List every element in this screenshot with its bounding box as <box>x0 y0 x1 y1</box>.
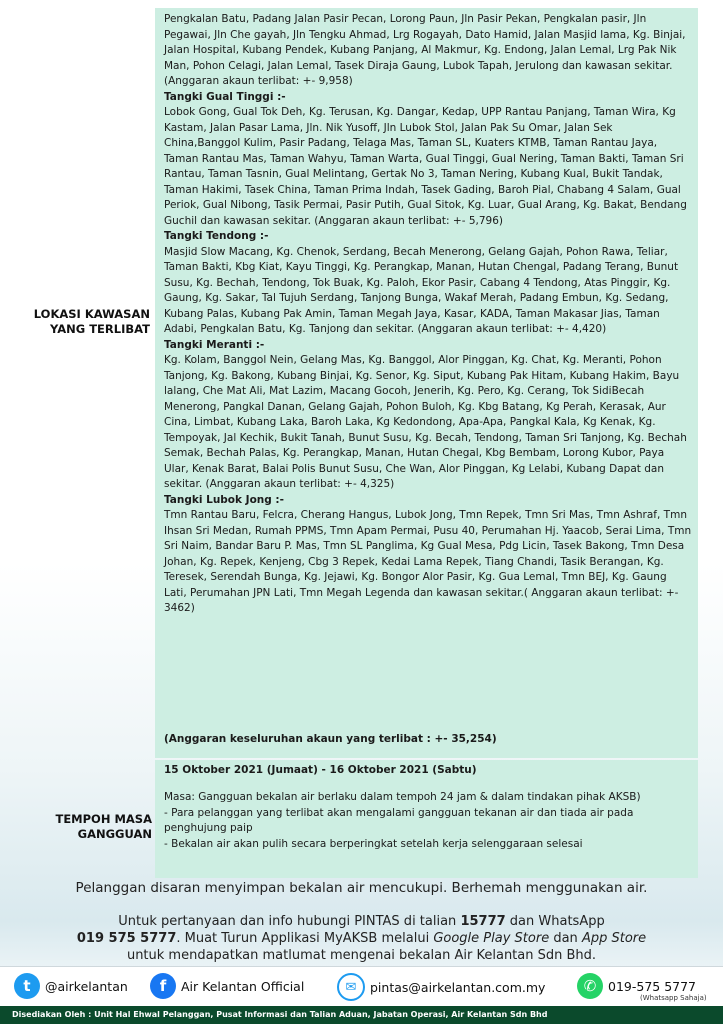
facebook-icon: f <box>150 973 176 999</box>
period-section-label <box>8 812 152 842</box>
phone-number: 019-575 5777 <box>608 978 697 994</box>
whatsapp-only-note: (Whatsapp Sahaja) <box>640 994 707 1002</box>
email-link[interactable] <box>337 973 545 1001</box>
contact-info <box>0 913 723 964</box>
area-label-line2: YANG TERLIBAT <box>50 322 150 336</box>
twitter-link[interactable] <box>14 973 128 999</box>
period-label-line1: TEMPOH MASA <box>55 812 152 826</box>
whatsapp-number: 019 575 5777 <box>76 931 177 946</box>
app-store-link[interactable]: App Store <box>581 931 647 946</box>
facebook-link[interactable] <box>150 973 304 999</box>
hotline-number: 15777 <box>460 914 506 929</box>
intro-areas-text: Pengkalan Batu, Padang Jalan Pasir Pecan, Lorong Paun, Jln Pasir Pekan, Pengkalan pasir, Jln Pegawai, Jln Che gayah, Jln Tengku Ahmad, Lrg Rogayah, Dato Hamid, Jalan Masjid lama, Kg. Binjai, Jalan Hospital, Kubang Pendek, Kubang Panjang, Al Makmur, Kg. Endong, Jalan Lemal, Lrg Pak Nik Man, Pohon Celagi, Jalan Lemal, Tasek Diraja Gaung, Lubok Tapah, Jerulong dan kawasan sekitar. <box>164 13 686 72</box>
twitter-icon: t <box>14 973 40 999</box>
tank-title-lubok-jong: Tangki Lubok Jong :- <box>164 493 284 506</box>
contact-part2: dan WhatsApp <box>505 914 605 929</box>
mail-icon: ✉ <box>337 973 365 1001</box>
period-line-1: Masa: Gangguan bekalan air berlaku dalam tempoh 24 jam & dalam tindakan pihak AKSB) <box>164 791 641 803</box>
period-label-line2: GANGGUAN <box>77 827 152 841</box>
tank-areas-lubok-jong: Tmn Rantau Baru, Felcra, Cherang Hangus, Lubok Jong, Tmn Repek, Tmn Sri Mas, Tmn Ashraf, Tmn Ihsan Sri Medan, Rumah PPMS, Tmn Apam Permai, Pusu 40, Perumahan Hj. Yaacob, Serai Lima, Tmn Sri Naim, Bandar Baru P. Mas, Tmn SL Panglima, Kg Gual Mesa, Pdg Licin, Tasek Bakong, Tmn Desa Johan, Kg. Repek, Kenjeng, Cbg 3 Repek, Kedai Lama Repek, Tiang Chandi, Tasik Berangan, Kg. Teresek, Serendah Bunga, Kg. Jejawi, Kg. Bongor Alor Pasir, Kg. Gua Lemal, Tmn BEJ, Kg. Gaung Lati, Perumahan JPN Lati, Tmn Megah Legenda dan kawasan sekitar.( Anggaran akaun terlibat: +- 3462) <box>164 509 692 614</box>
email-address: pintas@airkelantan.com.my <box>370 979 546 995</box>
contact-part4: dan <box>549 931 582 946</box>
disruption-period-panel <box>155 760 698 878</box>
intro-account-count: (Anggaran akaun terlibat: +- 9,958) <box>164 75 353 87</box>
area-label-line1: LOKASI KAWASAN <box>33 307 150 321</box>
credit-bar: Disediakan Oleh : Unit Hal Ehwal Pelanggan, Pusat Informasi dan Talian Aduan, Jabatan Operasi, Air Kelantan Sdn Bhd <box>0 1006 723 1024</box>
twitter-handle: @airkelantan <box>45 978 128 994</box>
tank-areas-gual-tinggi: Lobok Gong, Gual Tok Deh, Kg. Terusan, Kg. Dangar, Kedap, UPP Rantau Panjang, Taman Wira, Kg Kastam, Jalan Pasar Lama, Jln. Nik Yusoff, Jln Lubok Stol, Jalan Pak Su Omar, Jalan Sek China,Banggol Kulim, Pasir Padang, Telaga Mas, Taman SL, Kuaters KTMB, Taman Rantau Jaya, Taman Rantau Mas, Taman Wahyu, Taman Warta, Gual Tinggi, Gual Nering, Taman Bakti, Taman Sri Rantau, Taman Tasnin, Gual Melintang, Gertak No 3, Taman Nering, Kubang Kual, Bukit Tandak, Taman Hakimi, Tasek China, Taman Prima Indah, Tasek Gading, Baroh Pial, Chabang 4 Salam, Gual Periok, Gual Nibong, Tasik Permai, Pasir Putih, Gual Sitok, Kg. Luar, Gual Arang, Kg. Bakat, Bendang Guchil dan kawasan sekitar. (Anggaran akaun terlibat: +- 5,796) <box>164 106 687 227</box>
tank-areas-meranti: Kg. Kolam, Banggol Nein, Gelang Mas, Kg. Banggol, Alor Pinggan, Kg. Chat, Kg. Meranti, Pohon Tanjong, Kg. Bakong, Kubang Binjai, Kg. Senor, Kg. Siput, Kubang Pak Hitam, Kubang Hakim, Bayu lalang, Che Mat Ali, Mat Lazim, Macang Gocoh, Jenerih, Kg. Pero, Kg. Cerang, Tok SidiBecah Menerong, Pangkal Danan, Gelang Gajah, Pohon Buloh, Kg. Kbg Batang, Kg Perah, Kerasak, Aur Cina, Limbat, Kubang Laka, Baroh Laka, Kg Kedondong, Apa-Apa, Pangkal Kala, Kg Kenak, Kg. Tempoyak, Jal Kechik, Bukit Tanah, Bunut Susu, Kg. Becah, Tendong, Taman Sri Tanjong, Kg. Bechah Semak, Bechah Palas, Kg. Perangkap, Manan, Hutan Chegal, Kbg Bembam, Lorong Kubor, Paya Ular, Kenak Barat, Balai Polis Bunut Susu, Che Wan, Alor Pinggan, Kg Lelabi, Kubang Dapat dan sekitar. (Anggaran akaun terlibat: +- 4,325) <box>164 354 687 490</box>
tank-title-gual-tinggi: Tangki Gual Tinggi :- <box>164 90 286 103</box>
social-footer <box>0 966 723 1007</box>
period-line-3: - Bekalan air akan pulih secara berperingkat setelah kerja selenggaraan selesai <box>164 837 583 850</box>
tank-areas-tendong: Masjid Slow Macang, Kg. Chenok, Serdang, Becah Menerong, Gelang Gajah, Pohon Rawa, Teliar, Taman Bakti, Kbg Kiat, Kayu Tinggi, Kg. Perangkap, Manan, Hutan Chengal, Padang Terang, Bunut Susu, Kg. Bechah, Tendong, Tok Buak, Kg. Paloh, Ekor Pasir, Cabang 4 Tendong, Atas Pinggir, Kg. Gaung, Kg. Sakar, Tal Tujuh Serdang, Tanjong Bunga, Wakaf Merah, Padang Embun, Kg. Sedang, Kubang Palas, Kubang Pak Amin, Taman Megah Jaya, Kasar, KADA, Taman Makasar Jias, Taman Adabi, Pengkalan Batu, Kg. Tanjong dan sekitar. (Anggaran akaun terlibat: +- 4,420) <box>164 245 679 335</box>
disruption-dates: 15 Oktober 2021 (Jumaat) - 16 Oktober 2021 (Sabtu) <box>164 764 477 776</box>
tank-title-meranti: Tangki Meranti :- <box>164 338 265 351</box>
advice-text: Pelanggan disaran menyimpan bekalan air mencukupi. Berhemah menggunakan air. <box>75 880 648 896</box>
affected-areas-panel <box>155 8 698 758</box>
period-line-2: - Para pelanggan yang terlibat akan mengalami gangguan tekanan air dan tiada air pada penghujung paip <box>164 806 634 834</box>
area-section-label <box>8 307 150 337</box>
contact-part1: Untuk pertanyaan dan info hubungi PINTAS di talian <box>118 914 461 929</box>
total-accounts: (Anggaran keseluruhan akaun yang terlibat : +- 35,254) <box>164 733 497 745</box>
facebook-name: Air Kelantan Official <box>181 978 305 994</box>
contact-part3: . Muat Turun Applikasi MyAKSB melalui <box>176 931 434 946</box>
whatsapp-icon: ✆ <box>577 973 603 999</box>
contact-part5: untuk mendapatkan matlumat mengenai bekalan Air Kelantan Sdn Bhd. <box>126 948 597 963</box>
google-play-link[interactable]: Google Play Store <box>433 931 550 946</box>
tank-title-tendong: Tangki Tendong :- <box>164 230 269 242</box>
